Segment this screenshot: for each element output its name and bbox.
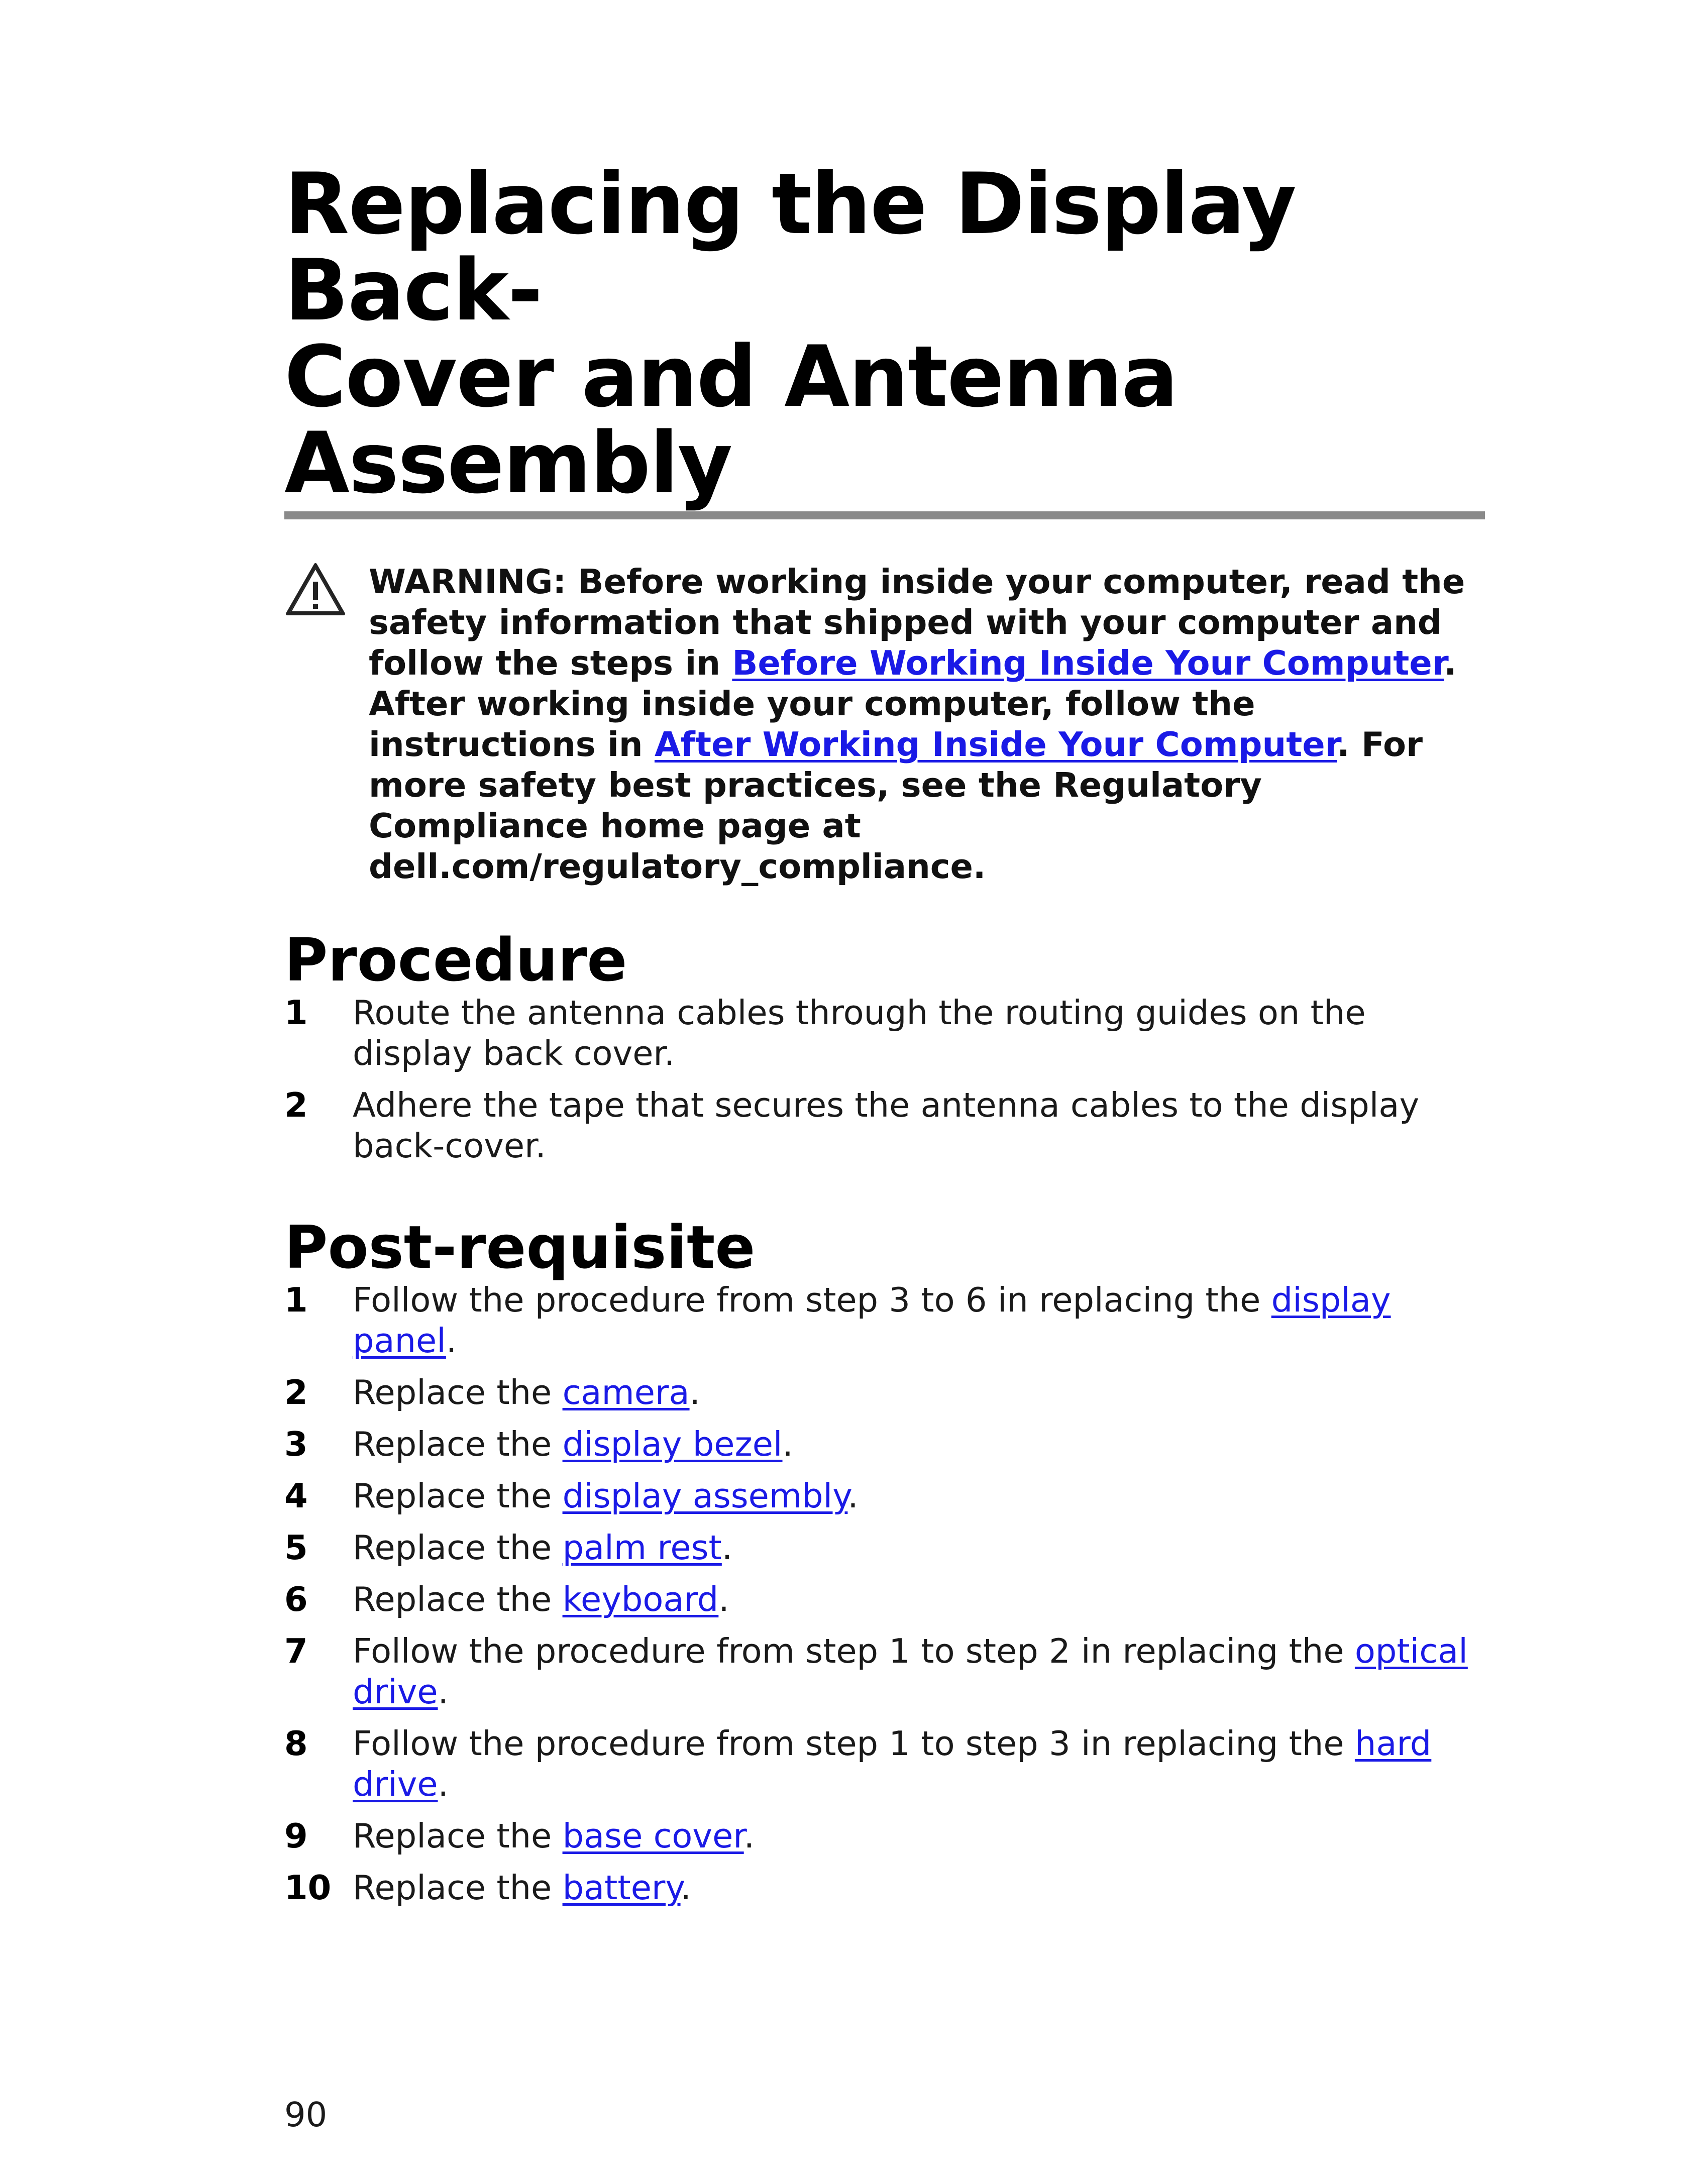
step-number: 2 (284, 1373, 308, 1412)
step-number: 1 (284, 993, 308, 1032)
keyboard-link[interactable]: keyboard (562, 1580, 719, 1619)
title-underline-rule (284, 511, 1485, 519)
step-number: 1 (284, 1280, 308, 1320)
warning-text-2: . After working inside your computer, follow the instructions in (369, 643, 1457, 764)
post-requisite-step (284, 1372, 1485, 1413)
step-number: 10 (284, 1868, 332, 1907)
procedure-heading: Procedure (284, 925, 627, 995)
warning-notice (284, 562, 1485, 887)
optical-drive-link[interactable]: optical drive (353, 1631, 1468, 1711)
warning-text-3: . For more safety best practices, see the Regulatory Compliance home page at dell.com/regulatory_compliance. (369, 725, 1423, 886)
post-requisite-step (284, 1579, 1485, 1620)
step-text-end: . (438, 1672, 449, 1711)
page-title (284, 155, 1485, 512)
page-title-line-1: Replacing the Display Back- (284, 155, 1296, 340)
step-text: Route the antenna cables through the routing guides on the display back cover. (353, 993, 1366, 1073)
step-text-end: . (438, 1765, 449, 1804)
warning-triangle-icon (284, 562, 347, 617)
step-number: 7 (284, 1631, 308, 1671)
post-requisite-step (284, 1631, 1485, 1712)
step-number: 2 (284, 1085, 308, 1125)
step-text-end: . (743, 1816, 755, 1856)
post-requisite-step (284, 1528, 1485, 1568)
step-text: Adhere the tape that secures the antenna cables to the display back-cover. (353, 1085, 1420, 1165)
procedure-step (284, 993, 1485, 1074)
step-text: Follow the procedure from step 3 to 6 in replacing the (353, 1280, 1271, 1320)
step-number: 5 (284, 1528, 308, 1567)
procedure-list (284, 993, 1485, 1166)
step-text: Follow the procedure from step 1 to step 2 in replacing the (353, 1631, 1355, 1671)
battery-link[interactable]: battery (562, 1868, 681, 1907)
display-assembly-link[interactable]: display assembly (562, 1476, 848, 1515)
step-text-end: . (847, 1476, 859, 1515)
post-requisite-list (284, 1280, 1485, 1908)
step-text-end: . (721, 1528, 733, 1567)
display-panel-link[interactable]: display panel (353, 1280, 1391, 1360)
palm-rest-link[interactable]: palm rest (562, 1528, 722, 1567)
step-text: Replace the (353, 1476, 563, 1515)
step-number: 9 (284, 1816, 308, 1856)
post-requisite-heading: Post-requisite (284, 1213, 756, 1282)
step-text: Replace the (353, 1528, 563, 1567)
step-text-end: . (689, 1373, 700, 1412)
display-bezel-link[interactable]: display bezel (562, 1425, 783, 1464)
step-number: 8 (284, 1724, 308, 1763)
step-text-end: . (680, 1868, 691, 1907)
base-cover-link[interactable]: base cover (562, 1816, 744, 1856)
before-working-inside-link[interactable]: Before Working Inside Your Computer (732, 643, 1444, 683)
document-page (284, 155, 1485, 1919)
step-text-end: . (718, 1580, 729, 1619)
page-title-line-2: Cover and Antenna Assembly (284, 328, 1178, 512)
post-requisite-step (284, 1476, 1485, 1516)
step-text-end: . (446, 1321, 457, 1360)
procedure-step (284, 1085, 1485, 1166)
step-number: 3 (284, 1425, 308, 1464)
camera-link[interactable]: camera (562, 1373, 690, 1412)
step-text: Replace the (353, 1425, 563, 1464)
page-number: 90 (284, 2095, 328, 2134)
warning-text-1: WARNING: Before working inside your computer, read the safety information that shipped with your computer and follow the steps in (369, 562, 1465, 683)
step-text-end: . (782, 1425, 793, 1464)
step-text: Replace the (353, 1580, 563, 1619)
step-text: Follow the procedure from step 1 to step 3 in replacing the (353, 1724, 1355, 1763)
hard-drive-link[interactable]: hard drive (353, 1724, 1432, 1804)
post-requisite-step (284, 1868, 1485, 1908)
post-requisite-step (284, 1280, 1485, 1361)
post-requisite-step (284, 1723, 1485, 1805)
post-requisite-step (284, 1816, 1485, 1857)
step-text: Replace the (353, 1373, 563, 1412)
step-text: Replace the (353, 1868, 563, 1907)
step-text: Replace the (353, 1816, 563, 1856)
step-number: 4 (284, 1476, 308, 1515)
step-number: 6 (284, 1580, 308, 1619)
after-working-inside-link[interactable]: After Working Inside Your Computer (654, 725, 1337, 764)
post-requisite-step (284, 1424, 1485, 1465)
